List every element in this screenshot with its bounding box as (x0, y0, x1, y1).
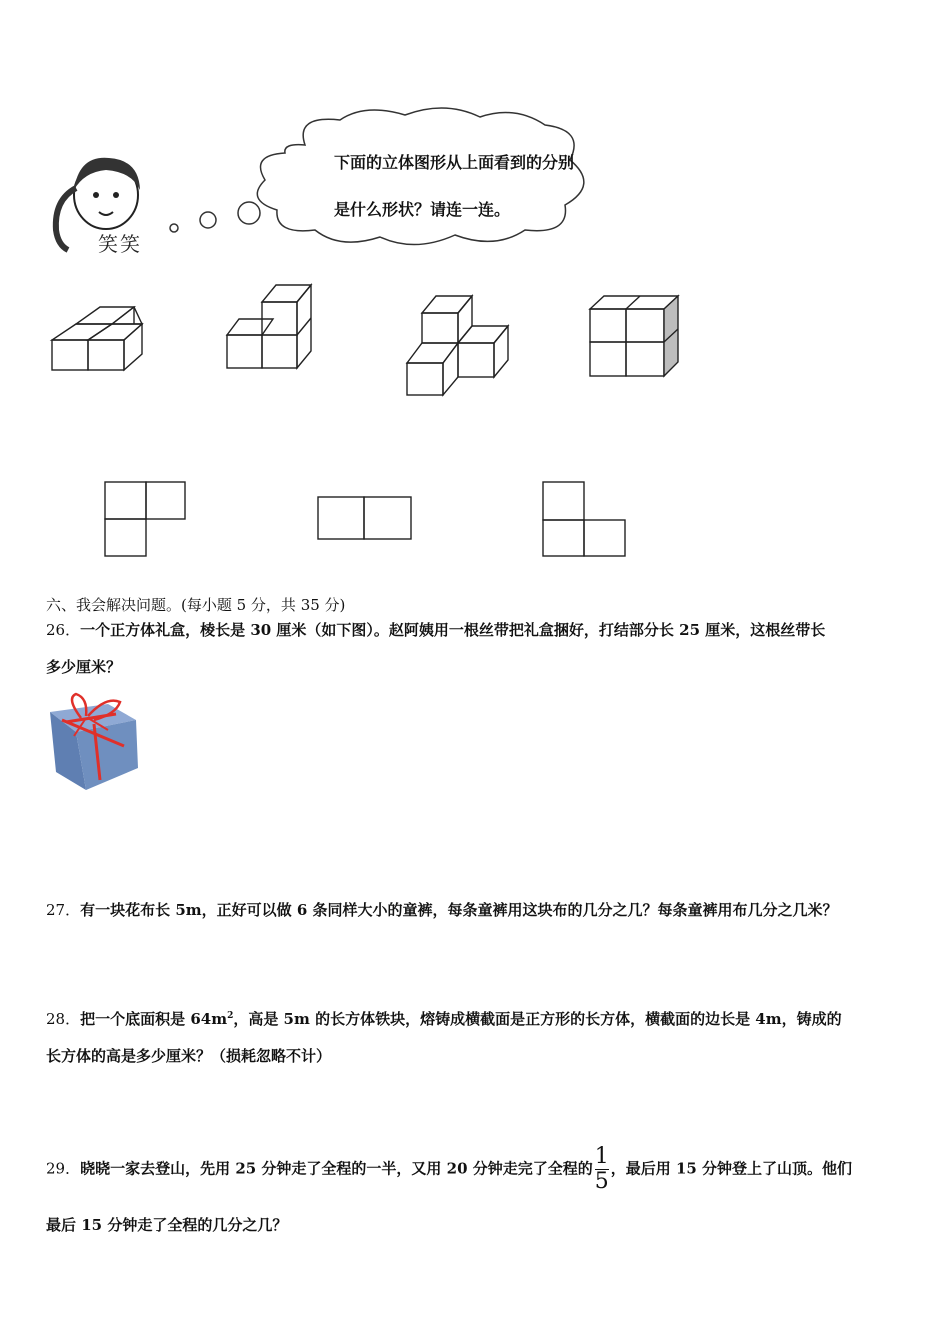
question-26 (46, 619, 825, 640)
fraction-denominator: 5 (594, 1169, 609, 1194)
question-29-line-2: 最后 15 分钟走了全程的几分之几？ (46, 1216, 288, 1234)
question-number: 29． (46, 1159, 81, 1178)
question-text: 一个正方体礼盒，棱长是 30 厘米（如下图）。赵阿姨用一根丝带把礼盒捆好，打结部分长 25 厘米，这根丝带长 (80, 621, 826, 639)
solid-figure-4 (588, 294, 688, 384)
question-28 (46, 1008, 842, 1029)
character-label: 笑笑 (98, 232, 142, 256)
question-number: 28． (46, 1010, 81, 1028)
solid-figure-2 (225, 283, 325, 373)
gift-box-image (46, 690, 146, 795)
question-text-a: 晓晓一家去登山，先用 25 分钟走了全程的一半，又用 20 分钟走完了全程的 (80, 1159, 593, 1178)
top-view-shape-2 (317, 496, 417, 546)
question-28-line-2: 长方体的高是多少厘米？（损耗忽略不计） (46, 1047, 332, 1065)
bubble-line-1: 下面的立体图形从上面看到的分别 (334, 153, 575, 172)
solid-figure-3 (405, 293, 515, 403)
question-number: 27． (46, 901, 81, 919)
question-26-line-2: 多少厘米？ (46, 658, 122, 676)
bubble-line-2: 是什么形状？请连一连。 (334, 200, 511, 219)
question-number: 26． (46, 621, 81, 639)
top-view-shape-3 (542, 481, 632, 561)
fraction (595, 1146, 609, 1193)
question-text-b: ，最后用 15 分钟登上了山顶。他们 (610, 1159, 853, 1178)
section-title: 六、我会解决问题。(每小题 5 分，共 35 分) (46, 596, 346, 614)
thought-bubble (165, 105, 605, 255)
question-29 (46, 1146, 852, 1193)
question-text-a: 把一个底面积是 64m (80, 1010, 228, 1028)
fraction-numerator: 1 (594, 1144, 609, 1169)
question-27 (46, 899, 838, 920)
question-text-b: ，高是 5m 的长方体铁块，熔铸成横截面是正方形的长方体，横截面的边长是 4m，铸成的 (233, 1010, 842, 1028)
solid-figure-1 (50, 300, 160, 380)
top-view-shape-1 (104, 481, 194, 561)
question-text: 有一块花布长 5m，正好可以做 6 条同样大小的童裤，每条童裤用这块布的几分之几？每条童裤用布几分之几米？ (80, 901, 838, 919)
superscript: 2 (227, 1011, 234, 1021)
